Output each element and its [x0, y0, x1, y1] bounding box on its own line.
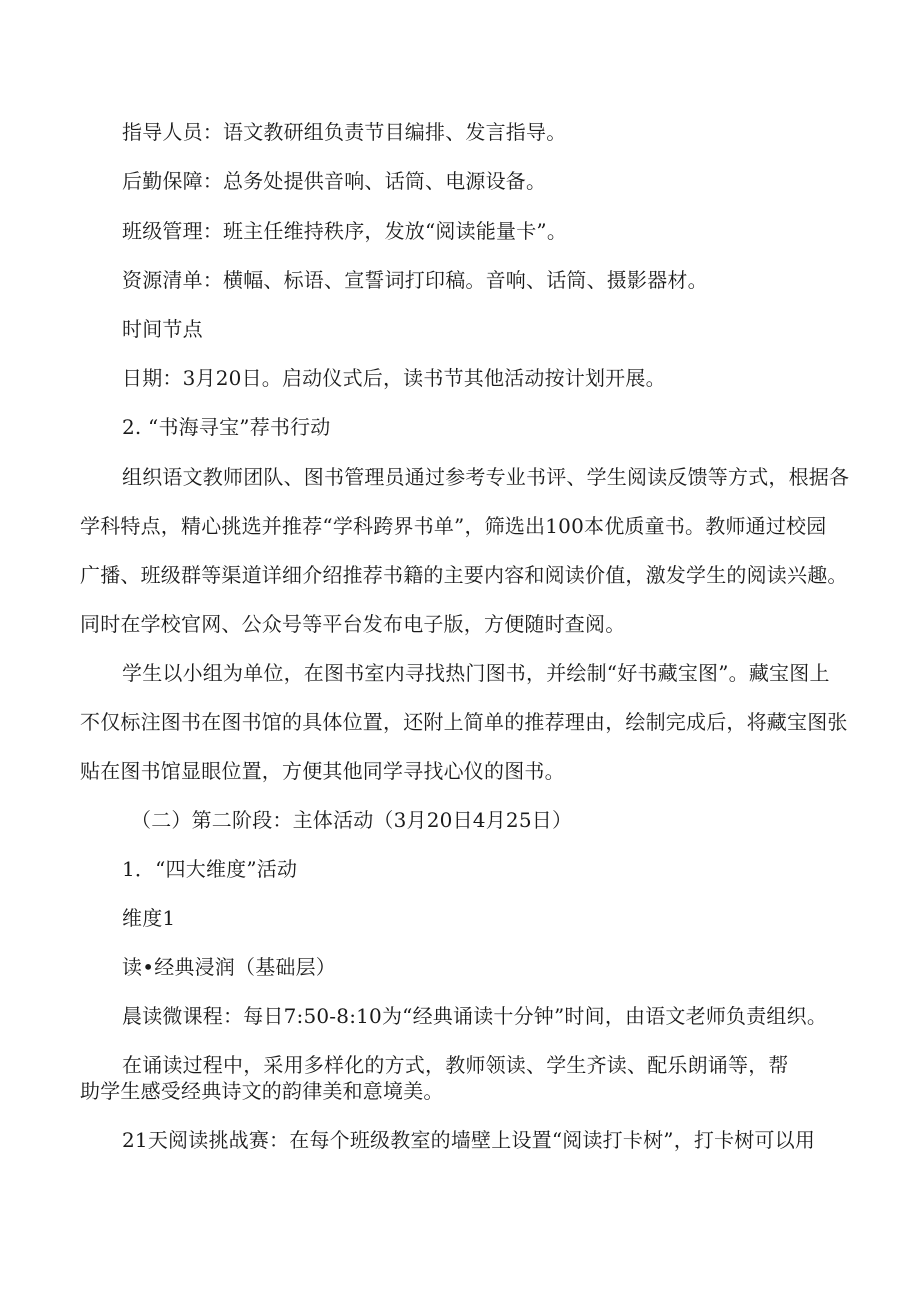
- paragraph-resource-list: 资源清单：横幅、标语、宣誓词打印稿。音响、话筒、摄影器材。: [122, 268, 708, 292]
- section-heading-stage-two: （二）第二阶段：主体活动（3月20日4月25日）: [131, 808, 573, 832]
- paragraph-line: 学生以小组为单位，在图书室内寻找热门图书，并绘制“好书藏宝图”。藏宝图上: [122, 661, 830, 685]
- dimension-label: 维度1: [122, 906, 176, 930]
- paragraph-class-management: 班级管理：班主任维持秩序，发放“阅读能量卡”。: [122, 219, 568, 243]
- paragraph-logistics: 后勤保障：总务处提供音响、话筒、电源设备。: [122, 169, 547, 193]
- paragraph-line: 助学生感受经典诗文的韵律美和意境美。: [80, 1079, 444, 1103]
- paragraph-line: 广播、班级群等渠道详细介绍推荐书籍的主要内容和阅读价值，激发学生的阅读兴趣。: [80, 563, 848, 587]
- section-heading-book-treasure-hunt: 2. “书海寻宝”荐书行动: [122, 415, 331, 439]
- paragraph-reading-challenge: 21天阅读挑战赛：在每个班级教室的墙壁上设置“阅读打卡树”，打卡树可以用: [122, 1128, 816, 1152]
- paragraph-line: 在诵读过程中，采用多样化的方式，教师领读、学生齐读、配乐朗诵等，帮: [122, 1053, 789, 1077]
- paragraph-line: 不仅标注图书在图书馆的具体位置，还附上简单的推荐理由，绘制完成后，将藏宝图张: [80, 710, 848, 734]
- paragraph-time-node-heading: 时间节点: [122, 317, 203, 341]
- section-heading-four-dimensions: 1．“四大维度”活动: [122, 857, 298, 881]
- paragraph-morning-reading: 晨读微课程：每日7:50-8:10为“经典诵读十分钟”时间，由语文老师负责组织。: [122, 1004, 828, 1028]
- paragraph-guidance-staff: 指导人员：语文教研组负责节目编排、发言指导。: [122, 120, 567, 144]
- paragraph-line: 同时在学校官网、公众号等平台发布电子版，方便随时查阅。: [80, 612, 626, 636]
- paragraph-line: 组织语文教师团队、图书管理员通过参考专业书评、学生阅读反馈等方式，根据各: [122, 465, 850, 489]
- dimension-title: 读•经典浸润（基础层）: [122, 955, 336, 979]
- paragraph-line: 学科特点，精心挑选并推荐“学科跨界书单”，筛选出100本优质童书。教师通过校园: [80, 514, 827, 538]
- paragraph-line: 贴在图书馆显眼位置，方便其他同学寻找心仪的图书。: [80, 759, 565, 783]
- paragraph-date: 日期：3月20日。启动仪式后，读书节其他活动按计划开展。: [122, 366, 666, 390]
